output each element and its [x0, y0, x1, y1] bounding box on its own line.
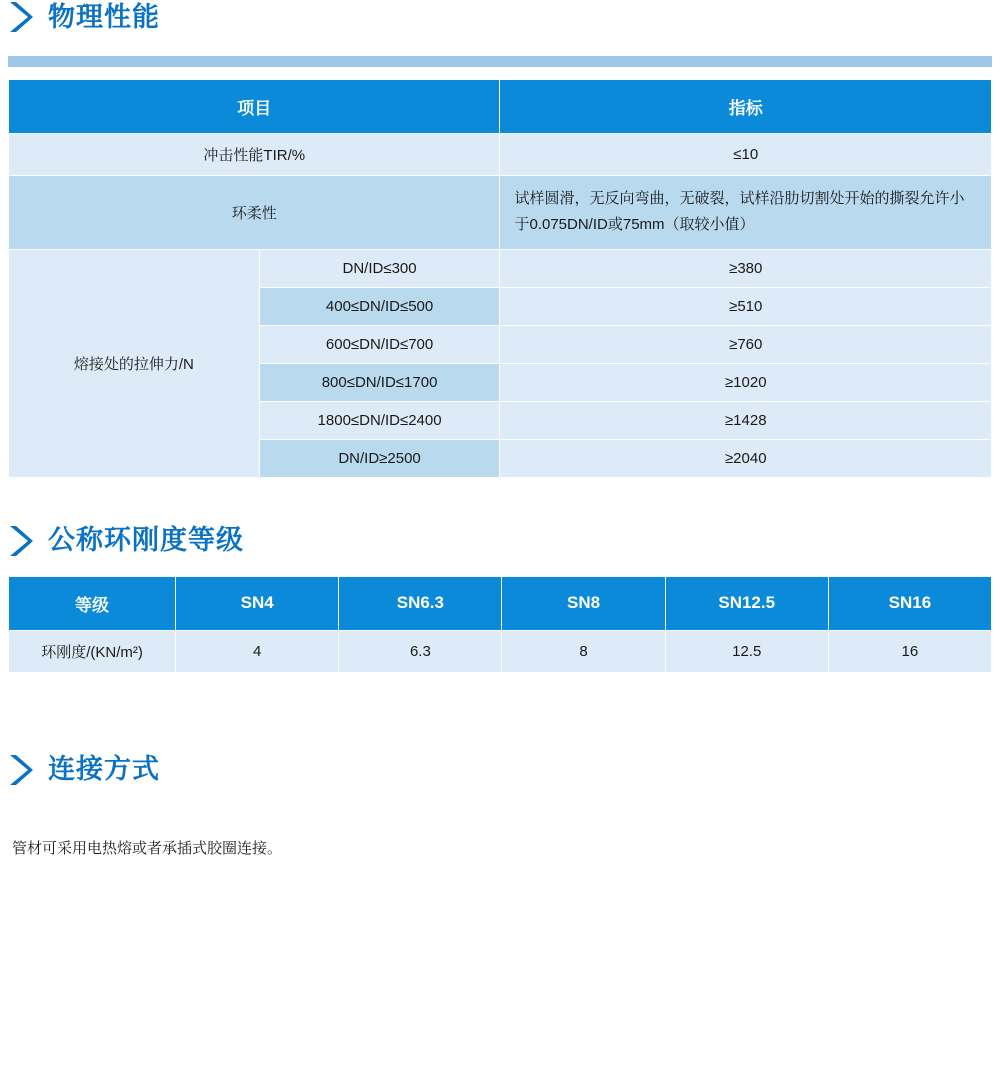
- spec-cell: 800≤DN/ID≤1700: [259, 363, 500, 401]
- column-header-sn63: SN6.3: [339, 576, 502, 630]
- column-header-item: 项目: [9, 80, 500, 134]
- connection-description: 管材可采用电热熔或者承插式胶圈连接。: [12, 839, 283, 857]
- divider-rule: [8, 56, 992, 67]
- spec-cell: 600≤DN/ID≤700: [259, 325, 500, 363]
- value-cell: 8: [502, 630, 665, 672]
- row-label-weld-tensile: 熔接处的拉伸力/N: [9, 249, 260, 477]
- column-header-sn8: SN8: [502, 576, 665, 630]
- chevron-right-icon: [8, 0, 34, 34]
- table-row: [9, 134, 992, 176]
- section-header-stiffness: [8, 524, 992, 558]
- column-header-sn125: SN12.5: [665, 576, 828, 630]
- value-cell: ≥1428: [500, 401, 992, 439]
- row-label-stiffness: 环刚度/(KN/m²): [9, 630, 176, 672]
- table-ring-stiffness: [8, 576, 992, 673]
- row-label-ring-flexibility: 环柔性: [9, 176, 500, 250]
- table-row: [9, 249, 992, 287]
- spec-cell: DN/ID≤300: [259, 249, 500, 287]
- row-value-ring-flexibility: 试样圆滑，无反向弯曲，无破裂，试样沿肋切割处开始的撕裂允许小于0.075DN/ID或75mm（取较小值）: [500, 176, 992, 250]
- column-header-index: 指标: [500, 80, 992, 134]
- value-cell: ≥2040: [500, 439, 992, 477]
- value-cell: 4: [176, 630, 339, 672]
- spec-cell: 400≤DN/ID≤500: [259, 287, 500, 325]
- table-row: [9, 630, 992, 672]
- table-header-row: [9, 576, 992, 630]
- value-cell: ≥510: [500, 287, 992, 325]
- table-row: [9, 176, 992, 250]
- page-title-stiffness: 公称环刚度等级: [48, 525, 244, 555]
- section-header-connection: [8, 753, 992, 787]
- page-title-physical: 物理性能: [48, 1, 160, 32]
- value-cell: 12.5: [665, 630, 828, 672]
- column-header-sn4: SN4: [176, 576, 339, 630]
- value-cell: ≥380: [500, 249, 992, 287]
- column-header-sn16: SN16: [828, 576, 991, 630]
- table-header-row: [9, 80, 992, 134]
- spec-cell: 1800≤DN/ID≤2400: [259, 401, 500, 439]
- page-title-connection: 连接方式: [48, 754, 160, 784]
- table-physical-performance: [8, 79, 992, 478]
- value-cell: 16: [828, 630, 991, 672]
- spec-cell: DN/ID≥2500: [259, 439, 500, 477]
- section-header-physical: [8, 0, 992, 34]
- row-label-impact: 冲击性能TIR/%: [9, 134, 500, 176]
- value-cell: ≥760: [500, 325, 992, 363]
- value-cell: ≥1020: [500, 363, 992, 401]
- chevron-right-icon: [8, 753, 34, 787]
- value-cell: 6.3: [339, 630, 502, 672]
- row-value-impact: ≤10: [500, 134, 992, 176]
- column-header-grade: 等级: [9, 576, 176, 630]
- chevron-right-icon: [8, 524, 34, 558]
